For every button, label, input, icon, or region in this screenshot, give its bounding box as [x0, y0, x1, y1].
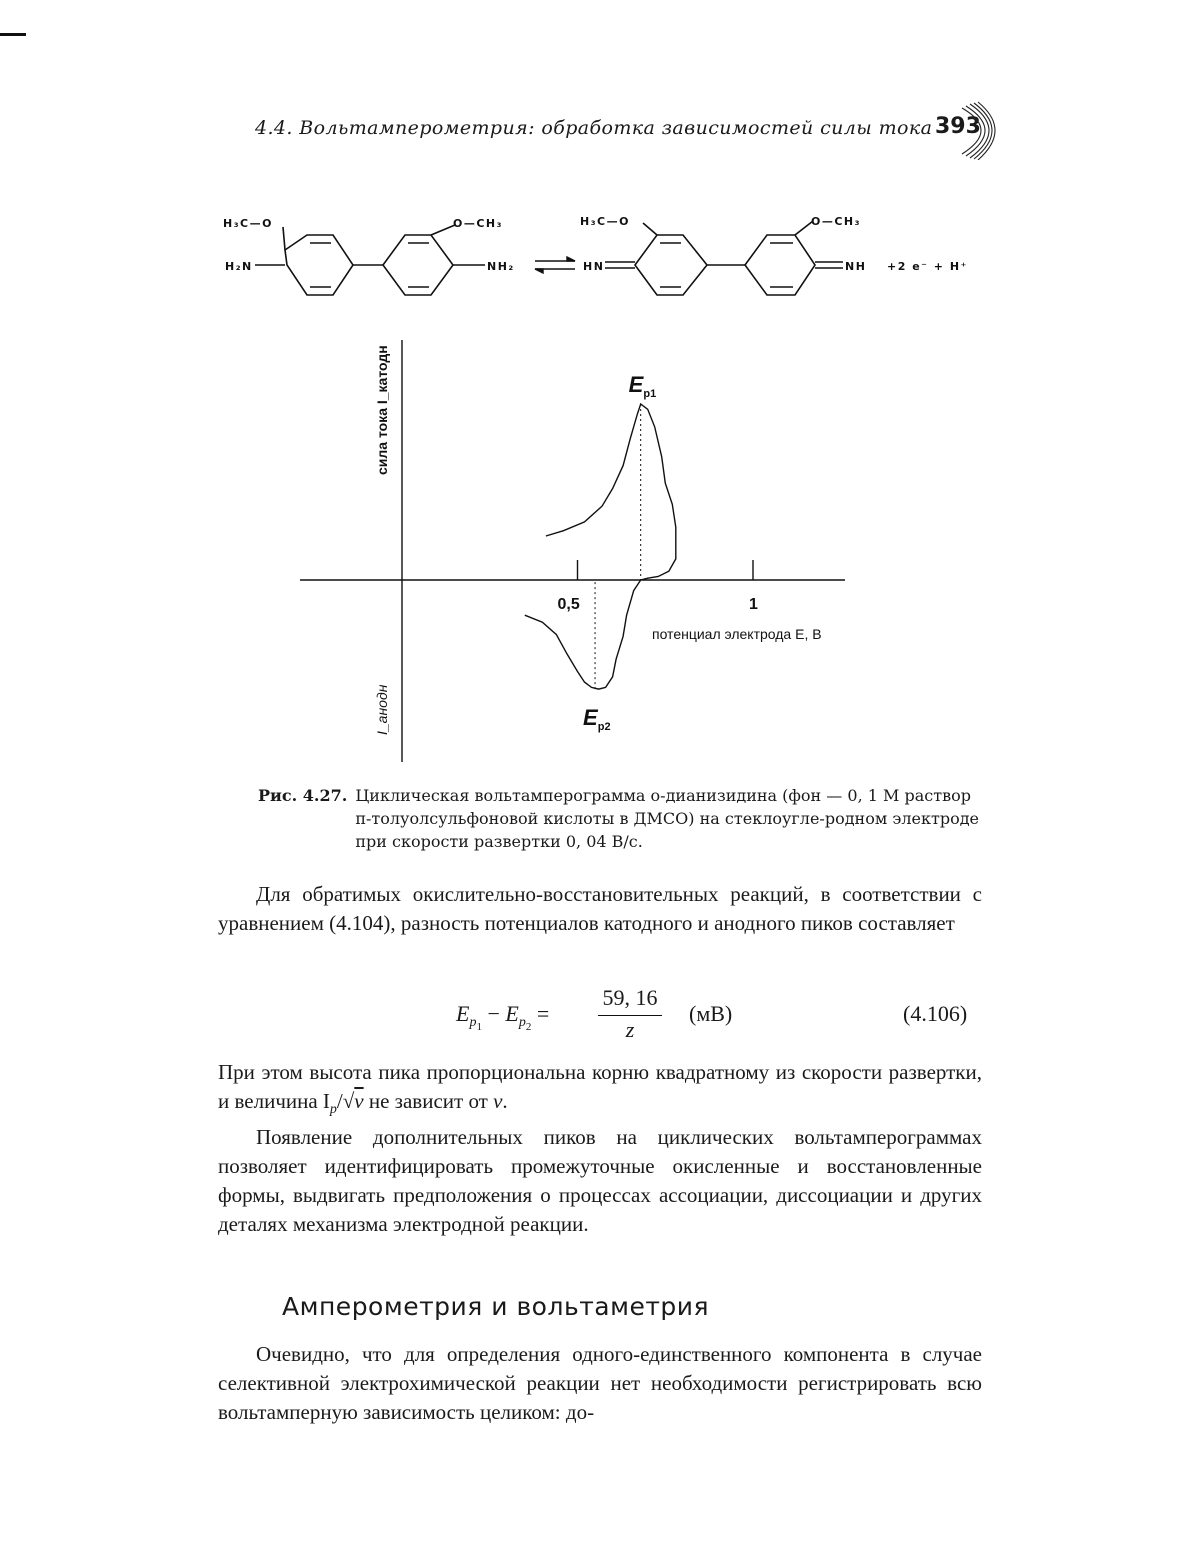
peak-label-p2: $E_{p2}$: [583, 705, 611, 734]
right-molecule-bonds: [605, 221, 843, 295]
right-bottom-right-group: NH: [845, 260, 867, 273]
right-bottom-left-group: HN: [583, 260, 605, 273]
x-ticks: [558, 560, 759, 613]
figure-caption: [258, 784, 988, 853]
peak-label-p1: $E_{p1}$: [628, 372, 657, 400]
x-tick-label: 0,5: [557, 596, 580, 613]
paragraph-reversible-reactions: Для обратимых окислительно-восстановительных реакций, в соответствии с уравнением (4.104), разность потенциалов катодного и анодного пиков составляет: [218, 882, 982, 935]
paragraph-additional-peaks: Появление дополнительных пиков на циклических вольтамперограммах позволяет идентифицировать промежуточные окисленные и восстановленные формы, выдвигать предположения о процессах ассоциации, диссоциации и других деталях механизма электродной реакции.: [218, 1125, 982, 1236]
y-axis-label-bottom: I_анодн: [374, 684, 390, 735]
voltammogram-curve: [525, 404, 676, 689]
running-header-title: 4.4. Вольтамперометрия: обработка зависимостей силы тока: [255, 117, 933, 139]
corner-crop-mark: [0, 33, 26, 36]
figure-caption-text: Циклическая вольтамперограмма о-дианизидина (фон — 0, 1 М раствор п-толуолсульфоновой кислоты в ДМСО) на стеклоугле-родном электроде при скорости развертки 0, 04 В/с.: [355, 786, 980, 851]
x-axis-label: потенциал электрода E, В: [652, 626, 822, 642]
y-axis-label-top: сила тока I_катодн: [374, 345, 390, 475]
equation-4-106: [456, 985, 756, 1045]
left-top-right-group: O—CH₃: [453, 217, 503, 230]
equilibrium-arrows: [535, 257, 575, 273]
left-bottom-left-group: H₂N: [225, 260, 253, 273]
reaction-scheme: [215, 205, 995, 305]
reaction-products: +2 e⁻ + H⁺: [887, 260, 968, 273]
equation-lhs: $E_{p_1} - E_{p_2}$ =: [456, 1001, 550, 1034]
equation-numerator: 59, 16: [602, 985, 658, 1010]
equation-unit: (мВ): [689, 1001, 733, 1026]
peak-guides: [595, 404, 641, 689]
x-tick-label: 1: [749, 596, 758, 613]
section-title: Амперометрия и вольтаметрия: [282, 1292, 710, 1321]
right-top-right-group: O—CH₃: [811, 215, 861, 228]
left-bottom-right-group: NH₂: [487, 260, 515, 273]
peak-labels: [583, 372, 656, 733]
left-top-left-group: H₃C—O: [223, 217, 273, 230]
cyclic-voltammogram-chart: [295, 340, 855, 770]
page-number-ornament: [960, 100, 1002, 160]
paragraph-amperometry: Очевидно, что для определения одного-единственного компонента в случае селективной электрохимической реакции нет необходимости регистрировать всю вольтамперную зависимость целиком: до-: [218, 1342, 982, 1424]
equation-number: (4.106): [903, 1001, 968, 1026]
page-number: 393: [935, 114, 981, 139]
right-top-left-group: H₃C—O: [580, 215, 630, 228]
figure-caption-label: Рис. 4.27.: [258, 786, 348, 805]
paragraph-peak-height: При этом высота пика пропорциональна корню квадратному из скорости развертки, и величина $I_p/√v$ не зависит от v.: [218, 1060, 982, 1118]
left-molecule-bonds: [255, 225, 485, 295]
equation-fraction-bar: [598, 1015, 662, 1016]
equation-denominator: z: [625, 1017, 635, 1042]
